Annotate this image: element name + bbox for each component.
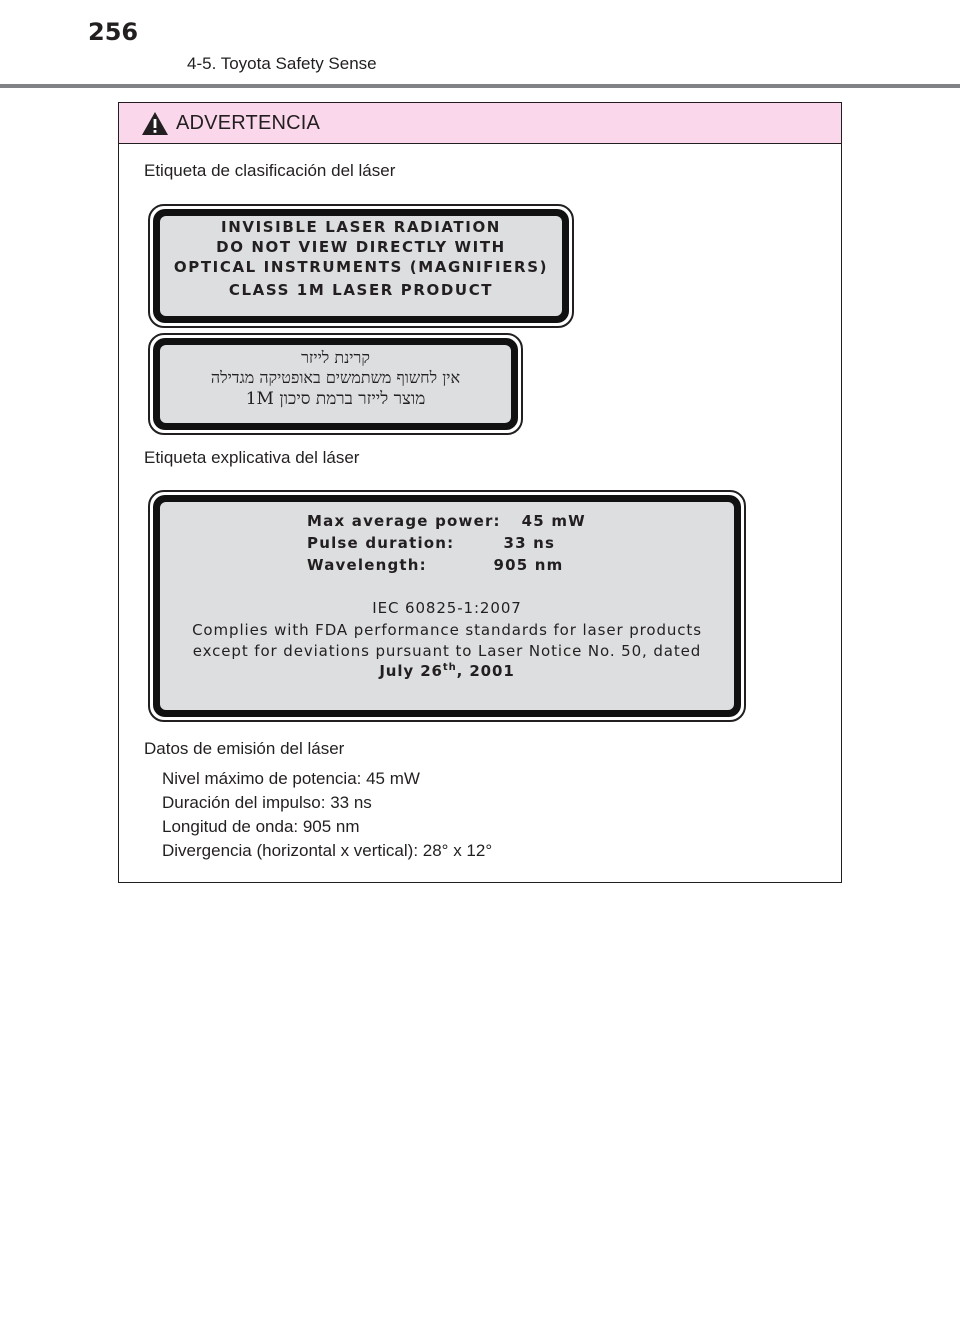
explanatory-caption: Etiqueta explicativa del láser — [144, 448, 360, 467]
classification-line: CLASS 1M LASER PRODUCT — [228, 281, 494, 299]
spec-value: 45 mW — [521, 512, 586, 530]
warning-triangle-icon — [141, 111, 169, 136]
emission-item: Nivel máximo de potencia: 45 mW — [162, 769, 420, 788]
warning-header — [119, 103, 841, 144]
emission-item: Duración del impulso: 33 ns — [162, 793, 372, 812]
hebrew-line: מוצר לייזר ברמת סיכון 1M — [245, 389, 426, 409]
classification-line: INVISIBLE LASER RADIATION — [221, 218, 501, 236]
section-title: 4-5. Toyota Safety Sense — [187, 54, 377, 73]
classification-line: DO NOT VIEW DIRECTLY WITH — [216, 238, 506, 256]
warning-title: ADVERTENCIA — [176, 112, 321, 134]
spec-name: Max average power: — [307, 512, 501, 530]
notice-date: July 26th, 2001 — [379, 662, 515, 680]
hebrew-label — [148, 333, 523, 435]
classification-caption: Etiqueta de clasificación del láser — [144, 161, 396, 180]
compliance-line: Complies with FDA performance standards for laser products — [192, 621, 702, 639]
classification-label — [148, 204, 574, 328]
spec-pulse-duration — [307, 534, 555, 552]
spec-max-power — [307, 512, 586, 530]
hebrew-line: אין לחשוף משתמשים באופטיקה מגדילה — [210, 368, 461, 387]
warning-box — [118, 102, 842, 883]
spec-value: 33 ns — [503, 534, 556, 552]
spec-value: 905 nm — [493, 556, 564, 574]
spec-name: Wavelength: — [307, 556, 427, 574]
compliance-line: except for deviations pursuant to Laser Notice No. 50, dated — [192, 642, 702, 660]
standard-line: IEC 60825-1:2007 — [372, 599, 522, 617]
explanatory-label — [148, 490, 746, 722]
page-number: 256 — [88, 18, 139, 46]
emission-item: Longitud de onda: 905 nm — [162, 817, 360, 836]
hebrew-line: קרינת לייזר — [301, 348, 370, 367]
emission-caption: Datos de emisión del láser — [144, 739, 345, 758]
classification-line: OPTICAL INSTRUMENTS (MAGNIFIERS) — [173, 258, 549, 276]
spec-name: Pulse duration: — [307, 534, 455, 552]
emission-item: Divergencia (horizontal x vertical): 28° x 12° — [162, 841, 493, 860]
header-divider — [0, 84, 960, 88]
spec-wavelength — [307, 556, 563, 574]
